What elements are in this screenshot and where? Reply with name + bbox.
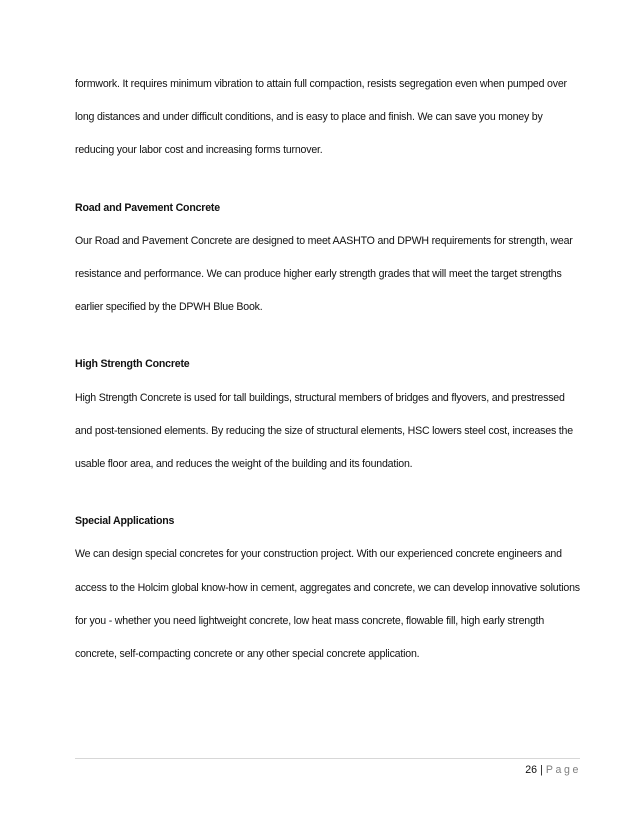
intro-paragraph: formwork. It requires minimum vibration to attain full compaction, resists segregation even when pumped over long distances and under difficult conditions, and is easy to place and finish. We can save you money by reducing your labor cost and increasing forms turnover. [75,78,567,157]
section-body-road-pavement: Our Road and Pavement Concrete are designed to meet AASHTO and DPWH requirements for strength, wear resistance and performance. We can produce higher early strength grades that will meet the target strengths earlier specified by the DPWH Blue Book. [75,234,573,314]
section-body-high-strength: High Strength Concrete is used for tall buildings, structural members of bridges and flyovers, and prestressed and post-tensioned elements. By reducing the size of structural elements, HSC lowers steel cost, increases the usable floor area, and reduces the weight of the building and its foundation. [75,391,573,471]
footer-divider [75,758,580,759]
page-footer [525,764,581,776]
section-heading-high-strength: High Strength Concrete [75,358,190,371]
section-heading-special-applications: Special Applications [75,515,175,528]
page-number: 26 [525,764,538,776]
section-heading-road-pavement: Road and Pavement Concrete [75,201,220,214]
section-body-special-applications: We can design special concretes for your construction project. With our experienced concrete engineers and access to the Holcim global know-how in cement, aggregates and concrete, we can develop innovative solutions for you - whether you need lightweight concrete, low heat mass concrete, flowable fill, high early strength concrete, self-compacting concrete or any other special concrete application. [75,548,580,661]
page-label: Page [545,764,581,776]
footer-separator: | [540,764,543,776]
page-content [75,68,580,671]
